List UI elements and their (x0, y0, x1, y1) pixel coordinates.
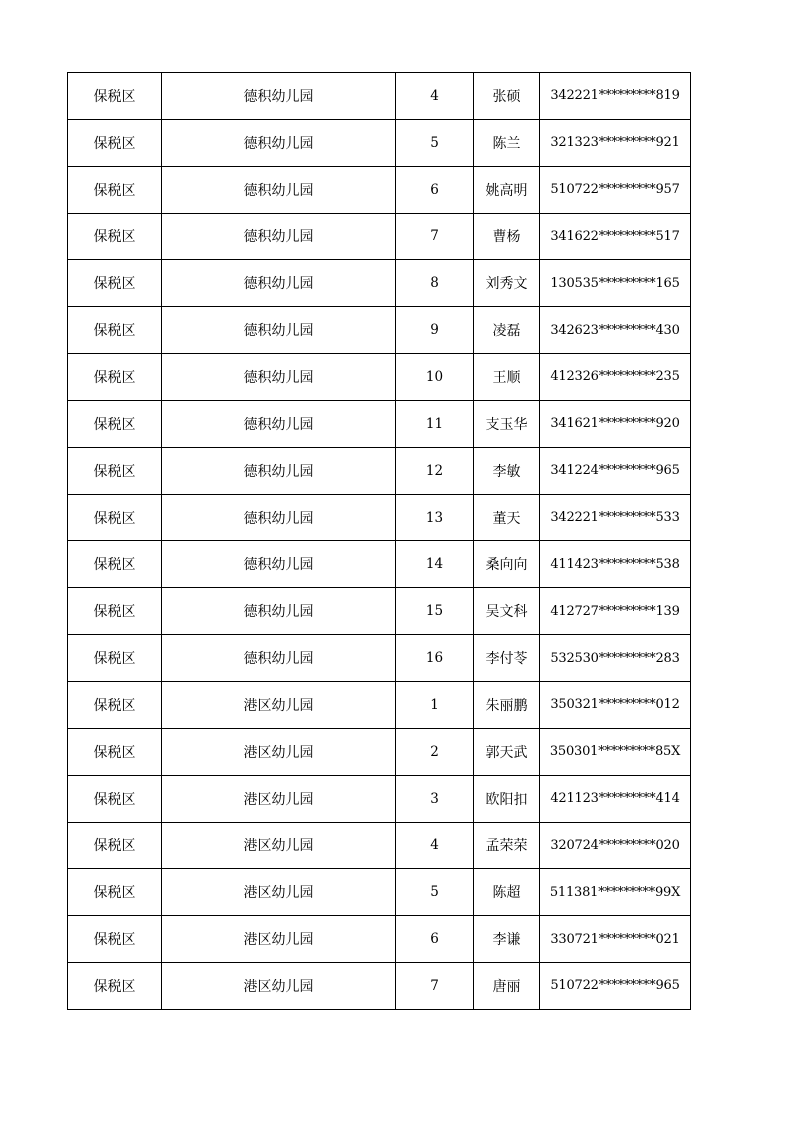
school-cell: 德积幼儿园 (162, 307, 396, 354)
table-row (68, 260, 691, 307)
number-cell: 9 (396, 307, 474, 354)
id-number-cell: 341621*********920 (540, 400, 691, 447)
number-cell: 7 (396, 963, 474, 1010)
name-cell: 欧阳扣 (474, 775, 540, 822)
id-number-cell: 130535*********165 (540, 260, 691, 307)
table-row (68, 119, 691, 166)
school-cell: 德积幼儿园 (162, 213, 396, 260)
id-number-cell: 320724*********020 (540, 822, 691, 869)
name-cell: 桑向向 (474, 541, 540, 588)
number-cell: 6 (396, 166, 474, 213)
name-cell: 吴文科 (474, 588, 540, 635)
table-row (68, 963, 691, 1010)
id-number-cell: 511381*********99X (540, 869, 691, 916)
school-cell: 德积幼儿园 (162, 400, 396, 447)
id-number-cell: 342221*********533 (540, 494, 691, 541)
school-cell: 港区幼儿园 (162, 869, 396, 916)
table-row (68, 822, 691, 869)
table-row (68, 916, 691, 963)
school-cell: 德积幼儿园 (162, 354, 396, 401)
number-cell: 16 (396, 635, 474, 682)
table-row (68, 588, 691, 635)
table-row (68, 354, 691, 401)
id-number-cell: 421123*********414 (540, 775, 691, 822)
name-cell: 支玉华 (474, 400, 540, 447)
number-cell: 5 (396, 869, 474, 916)
table-row (68, 775, 691, 822)
id-number-cell: 342221*********819 (540, 73, 691, 120)
school-cell: 德积幼儿园 (162, 635, 396, 682)
id-number-cell: 342623*********430 (540, 307, 691, 354)
district-cell: 保税区 (68, 869, 162, 916)
id-number-cell: 532530*********283 (540, 635, 691, 682)
school-cell: 港区幼儿园 (162, 728, 396, 775)
id-number-cell: 330721*********021 (540, 916, 691, 963)
name-cell: 张硕 (474, 73, 540, 120)
number-cell: 3 (396, 775, 474, 822)
district-cell: 保税区 (68, 307, 162, 354)
number-cell: 15 (396, 588, 474, 635)
table-row (68, 307, 691, 354)
id-number-cell: 412326*********235 (540, 354, 691, 401)
district-cell: 保税区 (68, 635, 162, 682)
district-cell: 保税区 (68, 588, 162, 635)
district-cell: 保税区 (68, 963, 162, 1010)
roster-table (67, 72, 691, 1010)
table-row (68, 681, 691, 728)
table-row (68, 447, 691, 494)
table-row (68, 400, 691, 447)
school-cell: 德积幼儿园 (162, 494, 396, 541)
number-cell: 8 (396, 260, 474, 307)
number-cell: 5 (396, 119, 474, 166)
number-cell: 6 (396, 916, 474, 963)
roster-table-body (68, 73, 691, 1010)
district-cell: 保税区 (68, 400, 162, 447)
id-number-cell: 341224*********965 (540, 447, 691, 494)
district-cell: 保税区 (68, 119, 162, 166)
school-cell: 德积幼儿园 (162, 73, 396, 120)
number-cell: 4 (396, 822, 474, 869)
school-cell: 德积幼儿园 (162, 166, 396, 213)
table-row (68, 166, 691, 213)
district-cell: 保税区 (68, 916, 162, 963)
school-cell: 德积幼儿园 (162, 260, 396, 307)
name-cell: 陈超 (474, 869, 540, 916)
school-cell: 德积幼儿园 (162, 588, 396, 635)
district-cell: 保税区 (68, 822, 162, 869)
number-cell: 2 (396, 728, 474, 775)
district-cell: 保税区 (68, 260, 162, 307)
name-cell: 李谦 (474, 916, 540, 963)
name-cell: 姚高明 (474, 166, 540, 213)
name-cell: 孟荣荣 (474, 822, 540, 869)
id-number-cell: 411423*********538 (540, 541, 691, 588)
number-cell: 10 (396, 354, 474, 401)
name-cell: 凌磊 (474, 307, 540, 354)
name-cell: 陈兰 (474, 119, 540, 166)
number-cell: 13 (396, 494, 474, 541)
school-cell: 港区幼儿园 (162, 916, 396, 963)
name-cell: 王顺 (474, 354, 540, 401)
number-cell: 14 (396, 541, 474, 588)
number-cell: 12 (396, 447, 474, 494)
number-cell: 4 (396, 73, 474, 120)
district-cell: 保税区 (68, 728, 162, 775)
name-cell: 董天 (474, 494, 540, 541)
district-cell: 保税区 (68, 213, 162, 260)
district-cell: 保税区 (68, 73, 162, 120)
district-cell: 保税区 (68, 166, 162, 213)
id-number-cell: 341622*********517 (540, 213, 691, 260)
name-cell: 李敏 (474, 447, 540, 494)
id-number-cell: 510722*********965 (540, 963, 691, 1010)
district-cell: 保税区 (68, 494, 162, 541)
table-row (68, 541, 691, 588)
district-cell: 保税区 (68, 541, 162, 588)
id-number-cell: 412727*********139 (540, 588, 691, 635)
school-cell: 德积幼儿园 (162, 119, 396, 166)
school-cell: 德积幼儿园 (162, 541, 396, 588)
district-cell: 保税区 (68, 354, 162, 401)
number-cell: 11 (396, 400, 474, 447)
district-cell: 保税区 (68, 775, 162, 822)
table-row (68, 73, 691, 120)
school-cell: 港区幼儿园 (162, 775, 396, 822)
table-row (68, 213, 691, 260)
name-cell: 郭天武 (474, 728, 540, 775)
name-cell: 刘秀文 (474, 260, 540, 307)
id-number-cell: 350321*********012 (540, 681, 691, 728)
name-cell: 曹杨 (474, 213, 540, 260)
school-cell: 港区幼儿园 (162, 963, 396, 1010)
table-row (68, 728, 691, 775)
school-cell: 港区幼儿园 (162, 681, 396, 728)
table-row (68, 869, 691, 916)
id-number-cell: 350301*********85X (540, 728, 691, 775)
name-cell: 朱丽鹏 (474, 681, 540, 728)
school-cell: 港区幼儿园 (162, 822, 396, 869)
name-cell: 李付苓 (474, 635, 540, 682)
number-cell: 7 (396, 213, 474, 260)
district-cell: 保税区 (68, 681, 162, 728)
table-row (68, 635, 691, 682)
district-cell: 保税区 (68, 447, 162, 494)
number-cell: 1 (396, 681, 474, 728)
id-number-cell: 510722*********957 (540, 166, 691, 213)
table-row (68, 494, 691, 541)
name-cell: 唐丽 (474, 963, 540, 1010)
school-cell: 德积幼儿园 (162, 447, 396, 494)
id-number-cell: 321323*********921 (540, 119, 691, 166)
